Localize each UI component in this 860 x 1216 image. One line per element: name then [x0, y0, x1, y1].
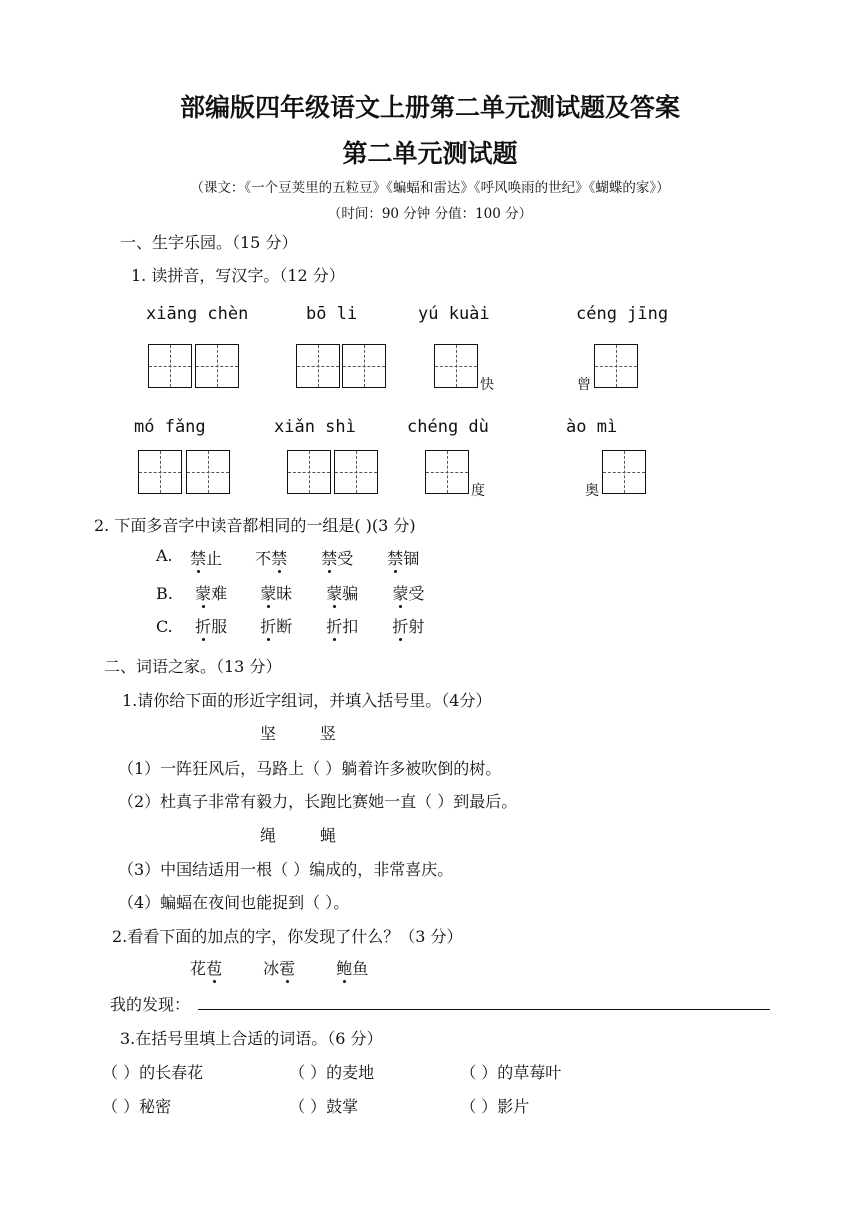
lessons-note: （课文：《一个豆荚里的五粒豆》《蝙蝠和雷达》《呼风唤雨的世纪》《蝴蝶的家》） — [190, 180, 670, 196]
sentence-3: （3）中国结适用一根（ ）编成的，非常喜庆。 — [118, 860, 454, 879]
fill-item[interactable]: （ ）的长春花 — [102, 1063, 204, 1082]
q1-instruction: 1. 读拼音，写汉字。（12 分） — [131, 266, 345, 285]
word-pair-2: 绳 蝇 — [260, 826, 337, 845]
sentence-4: （4）蝙蝠在夜间也能捉到（ ）。 — [118, 893, 350, 912]
char-box[interactable] — [186, 450, 230, 494]
pinyin-bo-li: bō li — [306, 304, 358, 324]
option-c[interactable]: C. 折服 折断 折扣 折射 — [156, 614, 452, 637]
word-pair-1: 坚 竖 — [260, 724, 337, 743]
pinyin-yu-kuai: yú kuài — [418, 304, 490, 324]
fill-row-2 — [102, 1094, 529, 1117]
answer-line[interactable] — [198, 1009, 770, 1010]
char-box[interactable] — [594, 344, 638, 388]
pinyin-ao-mi: ào mì — [566, 417, 618, 437]
s2-q1-instruction: 1.请你给下面的形近字组词，并填入括号里。（4分） — [122, 691, 492, 710]
char: 止 — [206, 549, 223, 568]
page-subtitle: 第二单元测试题 — [342, 139, 518, 168]
hint-char: 度 — [471, 483, 485, 499]
option-letter: A. — [156, 546, 173, 565]
fill-item[interactable]: （ ）鼓掌 — [289, 1097, 359, 1116]
sentence-1: （1）一阵狂风后，马路上（ ）躺着许多被吹倒的树。 — [118, 759, 502, 778]
s2-q2-instruction: 2.看看下面的加点的字，你发现了什么？（3 分） — [112, 927, 463, 946]
fill-item[interactable]: （ ）秘密 — [102, 1097, 172, 1116]
pinyin-xian-shi: xiǎn shì — [274, 417, 356, 437]
char-box[interactable] — [602, 450, 646, 494]
char-box[interactable] — [148, 344, 192, 388]
fill-item[interactable]: （ ）的草莓叶 — [460, 1063, 562, 1082]
discover-label: 我的发现： — [110, 995, 191, 1014]
section2-heading: 二、词语之家。（13 分） — [104, 657, 282, 676]
time-score-note: （时间：90 分钟 分值：100 分） — [327, 206, 533, 222]
section1-heading: 一、生字乐园。（15 分） — [120, 233, 298, 252]
char-box[interactable] — [195, 344, 239, 388]
char-box[interactable] — [287, 450, 331, 494]
char-box[interactable] — [342, 344, 386, 388]
fill-item[interactable]: （ ）影片 — [460, 1097, 530, 1116]
pinyin-ceng-jing: céng jīng — [576, 304, 669, 324]
dotted-char: 禁 — [190, 546, 206, 569]
char-box[interactable] — [138, 450, 182, 494]
q2-question: 2. 下面多音字中读音都相同的一组是( )(3 分) — [94, 516, 416, 535]
fill-row-1 — [102, 1060, 561, 1083]
option-a[interactable] — [156, 546, 190, 565]
pinyin-xiang-chen: xiāng chèn — [146, 304, 249, 324]
option-letter: B. — [156, 584, 173, 603]
char-box[interactable] — [296, 344, 340, 388]
pinyin-cheng-du: chéng dù — [407, 417, 489, 437]
s2-q3-instruction: 3.在括号里填上合适的词语。（6 分） — [120, 1029, 383, 1048]
page-title: 部编版四年级语文上册第二单元测试题及答案 — [179, 93, 680, 122]
char-box[interactable] — [434, 344, 478, 388]
option-b[interactable]: B. 蒙难 蒙昧 蒙骗 蒙受 — [156, 581, 452, 604]
char-box[interactable] — [425, 450, 469, 494]
hint-char: 快 — [480, 377, 494, 393]
hint-char: 奥 — [585, 483, 599, 499]
option-letter: C. — [156, 617, 173, 636]
option-a-row: 禁止 不禁 禁受 禁锢 — [190, 546, 447, 569]
pinyin-mo-fang: mó fǎng — [134, 417, 206, 437]
fill-item[interactable]: （ ）的麦地 — [289, 1063, 375, 1082]
hint-char: 曾 — [577, 377, 591, 393]
char-box[interactable] — [334, 450, 378, 494]
dotted-words: 花苞 冰雹 鲍鱼 — [190, 956, 404, 979]
sentence-2: （2）杜真子非常有毅力，长跑比赛她一直（ ）到最后。 — [118, 792, 518, 811]
